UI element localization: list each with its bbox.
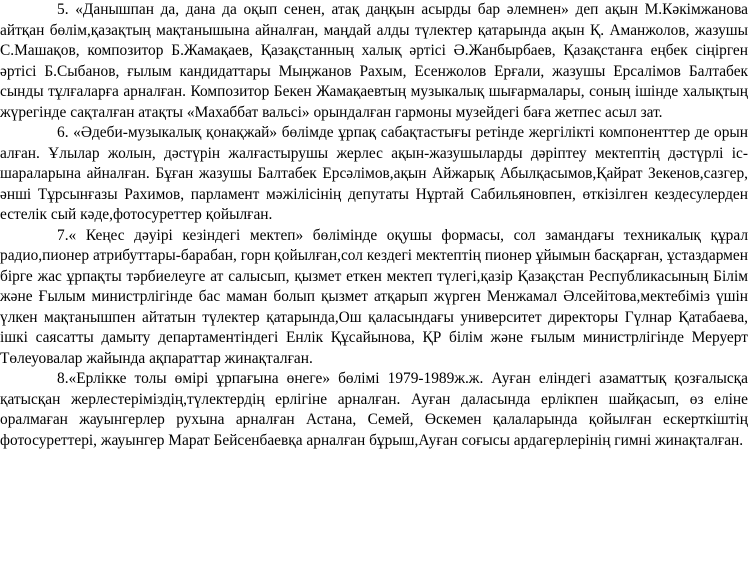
paragraph-section-6: 6. «Әдеби-музыкалық қонақжай» бөлімде ұрпақ сабақтастығы ретінде жергілікті компоненттер де орын алған. Ұлылар жолын, дәстүрін жалғастырушы жерлес ақын-жазушыларды дәріптеу мектептің дәстүрлі іс- шараларына айналған. Бұған жазушы Балтабек Ерсәлімов,ақын Айжарық Абылқасымов,Қайрат Зекенов,сазгер, әнші Тұрсынғазы Рахимов, парламент мәжілісінің депутаты Нұртай Сабильяновпен, өткізілген кездесулерден естелік сый кәде,фотосуреттер қойылған. xyxy=(0,124,748,223)
paragraph-section-8: 8.«Ерлікке толы өмірі ұрпағына өнеге» бөлімі 1979-1989ж.ж. Ауған еліндегі азаматтық қозғалысқа қатысқан жерлестеріміздің,түлектердің ерлігіне арналған. Ауған даласында ерлікпен шайқасып, өз еліне оралмаған жауынгерлер рухына арналған Астана, Семей, Өскемен қалаларында қойылған ескерткіштің фотосуреттері, жауынгер Марат Бейсенбаевқа арналған бұрыш,Ауған соғысы ардагерлерінің гимні жинақталған. xyxy=(0,370,748,449)
paragraph-section-7: 7.« Кеңес дәуірі кезіндегі мектеп» бөлімінде оқушы формасы, сол замандағы техникалық құрал радио,пионер атрибуттары-барабан, горн қойылған,сол кездегі мектептің пионер ұйымын басқарған, ұстаздармен бірге жас ұрпақты тәрбиелеуге ат салысып, қызмет еткен мектеп түлегі,қазір Қазақстан Республикасының Білім және Ғылым министрлігінде бас маман болып қызмет атқарып жүрген Менжамал Әлсейітова,мектебіміз үшін үлкен мақтанышпен айтатын түлектер қатарында,Ош қаласындағы университет директоры Гүлнар Қатабаева, ішкі саясатты дамыту департаментіндегі Енлік Құсайынова, ҚР білім және ғылым министрлігінде Меруерт Төлеуовалар жайында ақпараттар жинақталған. xyxy=(0,226,748,367)
paragraph-section-5: 5. «Данышпан да, дана да оқып сенен, атақ даңқын асырды бар әлемнен» деп ақын М.Кәкімжанова айтқан бөлім,қазақтың мақтанышына айналған, маңдай алды түлектер қатарында ақын Қ. Аманжолов, жазушы С.Машақов, композитор Б.Жамақаев, Қазақстанның халық әртісі Ә.Жанбырбаев, Қазақстанға еңбек сіңірген әртісі Б.Сыбанов, ғылым кандидаттары Мыңжанов Рахым, Есенжолов Ерғали, жазушы Ерсалімов Балтабек сынды тұлғаларға арналған. Композитор Бекен Жамақаевтың музыкалық шығармалары, соның ішінде халықтың жүрегінде сақталған атақты «Махаббат вальсі» орындалған гармоны музейдегі баға жетпес асыл зат. xyxy=(0,1,748,121)
